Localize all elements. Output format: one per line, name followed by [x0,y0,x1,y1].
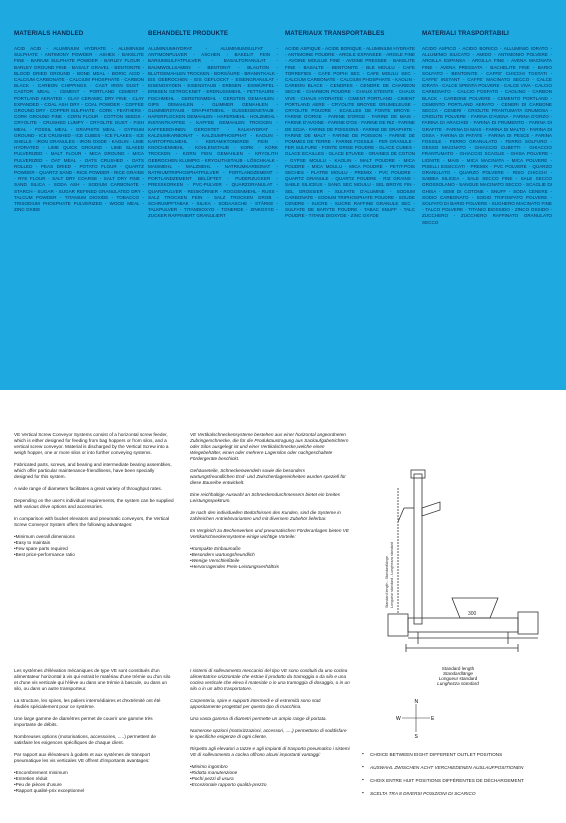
body-it-p5: Rispetto agli elevatori a tazze e agli impianti di trasporto pneumatico i sistemi VE di sollevamento a coclea offrono alcuni importanti vantaggi: [190,746,350,757]
compass [396,698,436,738]
bullet-item: • Easy to maintain [14,540,174,546]
bullet-item: • Besonders wartungsfreundlich [190,552,350,558]
materials-list-fr: ACIDE ASPIQUE - ACIDE BORIQUE - ALUMINIUM HYDRATE - ANTIMOINE POUDRE - ARGILE EXPANSEE - ARGILE FINE - AVOINE MOULUE FINE - AVOINE PRESSEE - BAKELITE FINE - BASALTE - BENTONITE - BLE MOULU - CAFE TORREFIES - CAFE POPHI SEC - CAFE MOULU SEC - CALCIUM CARBONATE - CALCIUM PHOSPHATE - KAOLIN - CARBON BLACK - CENDRES - CENDRE DE CHARBON SECHE - CHARBON POUDRE - CHAUX ETEINTE - CHAUX VIVE - CHAUX HYDRATEE - CIMENT PORTLAND - CIMENT PORTLAND AERE - CRYOLITE BROYEE GRUMELEUSE - CRYOLITE POUDRE - ECAILLES DE FONTE BROYE - FARINE D'ORGE - FARINE D'ORGE - FARINE DE MAIS - FARINE D'AVOINE - FARINE D'OS - FARINE DE RIZ - FARINE DE SOJA - FARINE DE POISSONS - FARINE DE GRAPHITE - FARINE DE MALT - FARINE DE POISSON - FARINE DE POMMES DE TERRE - FARINE FOSSILE - FER GRANULE - FER SULFURE - FONTE GRISE POUDRE - GLACE CUBES - GLACE ECAILLES - GLACE ETUVEE - GRAINES DE COTON - GYPSE MOULU - KAOLIN - MALT POUDRE - MICA POUDRE - MICA MOULU - MICA POUDRE - PETIT-POIS SECHES - PLATRE MOULU - PREMIX - PVC POUDRE - QUARTZ GRANULE - QUARTZ POUDRE - RIZ GRAINS - SABLE SILICEUX - SANG SEC MOULU - SEL BROYE FIN - SEL GROSSIER - SULFATE D'ALUMINE - SODIUM CARBONATE - SODIUM TRIPHOSPHATE POUDRE - SOUDE CENDRE - SUCRE - SUCRE RAFFINE GRANULE SEC - SULFATE DE BARYTE POUDRE - TABAC SNUFF - TALC POUDRE - TITANE DIOXYDE - ZINC OXYDE [285,46,415,219]
compass-svg [396,698,436,738]
materials-heading-de: BEHANDELTE PRODUKTE [148,30,229,37]
bullet-item: • Eccezionale rapporto qualità-prezzo [190,782,350,788]
option-en: ▪ CHOICE BETWEEN EIGHT DIFFERENT OUTLET POSITIONS [362,752,562,757]
body-fr-p3: Une large gamme de diamètres permet de couvrir une gamme très importante de débits. [14,716,153,727]
dim-value: 300 [468,611,477,617]
body-it-p1: I sistemi di sollevamento meccanici del tipo VE sono costituiti da uno coclea alimentatrice orizzontale che estrae il prodotto da tramoggia o da silo e una coclea verticale che eleva il materiale o in una tramoggia di dosaggio, o in un silo o in un altro trasportatore. [190,668,350,691]
bullet-item: • Kompakte Einbaumaße [190,546,350,552]
body-de-p3: Eine reichhaltige Auswahl an Schneckendurchmessern bietet ein breites Leistungsspektrum. [190,492,340,503]
vertical-length-label-1: Standard length - Standardlänge [385,556,389,608]
option-it: ▪ SCELTA TRA 8 DIVERSI POSIZIONI DI SCARICO [362,791,562,796]
conveyor-drawing-svg [348,468,560,668]
body-it [190,668,350,788]
materials-heading-fr: MATERIAUX TRANSPORTABLES [285,30,385,37]
body-fr-bullets [14,770,174,794]
bullet-item: • Few spare parts required [14,546,174,552]
body-en-bullets [14,534,174,558]
compass-w: W [396,716,401,722]
body-de [190,432,350,570]
materials-list-en: ACID ACID - ALUMINIUM HYDRATE - ALUMINIUM SULPHATE - ANTIMONY POWDER - ASHES - BAKELITE FINE - BARIUM SULPHATE POWDER - BARLEY FLOUR - BARLEY GROUND FINE - BASALT GRAVEL - BENTONITE - BLOOD DRIED GROUND - BONE MEAL - BORIC ACID - CALCIUM CARBONATE - CALCIUM PHOSPHATE - CARBON BLACK - CARBON CHIPPINGS - CAST IRON DUST - CASTOR MEAL - CEMENT - PORTLAND CEMENT - PORTLAND AERATED - CLAY CERAMIC DRY FINE - CLAY EXPANDED - COAL ASH DRY - COAL POWDER - COFFEE GROUND DRY - COPPER SULPHATE - CORK - FEATHERS - CORK GROUND FINE - CORN FLOUR - COTTON SEEDS - CRYOLITE - CRUSHED LUMPY - CRYOLITE DUST - FISH MEAL - FOSSIL MEAL - GRAPHITE MEAL - GYPSUM GROUND - ICE CRUSHED - ICE CUBES - ICE FLAKES - ICE SHELLS - IRON GRANULES - IRON OXIDE - KAOLIN - LIME HYDRATED - LIME QUICK GROUND - LIME SLAKED PULVERIZED - MALT FLOUR - MICA GROUND - MICA PULVERIZED - OAT MEAL - OATS CRUSHED - OATS ROLLED - PEAS DRIED - POTATO FLOUR - QUARTZ POWDER - QUARTZ SAND - RICE POWDER - RICE GRAINS - RYE FLOUR - SALT DRY COARSE - SALT DRY FINE - SAND SILICA - SODA ASH - SODIUM CARBONATE - STARCH - SUGAR - SUGAR REFINED GRANULATED DRY - TALCUM POWDER - TITANIUM DIOXIDE - TOBACCO - TRISODIUM PHOSPHATE PULVERIZED - WOOD MEAL - ZINC OXIDE [14,46,144,213]
body-en-p4: Depending on the user's individual requirements, the system can be supplied with various drive options and accessories. [14,498,174,509]
body-de-bullets [190,546,350,570]
body-fr-p5: Par rapport aux élévateurs à godets et aux systèmes de transport pneumatique les vis verticales VE offrent d'importants avantages: [14,752,151,763]
materials-list-de: ALUMINIUMHYDRAT - ALUMINIUMSULFAT - ANTIMONPULVER - ASCHEN - BAKELIT FEIN - BARIUMSULFATPULVER - BASALTGRANULAT - BAUMWOLLSAMEN - BENTONIT - BLAUTON - BLUTGEMAHLEN TROCKEN - BORSÄURE - BRANNTKALK - EIS GEBROCHEN - EIS GEFLOCKT - EISENGRANULAT - EISENOXYDEN - EISENSTAUB - ERBSEN - EISWÜRFEL - ERBSEN GETROCKNET - ERDNUSSMEHL - FETTSAURE - FISCHMEHL - GERSTENMEHL - GERSTEN GEMAHLEN - GIPS GEMAHLEN - GLIMMER GEMAHLEN - GLIMMERSTAUB - GRAPHITMEHL - GUSSEISENSTAUB - HAFERFLOCKEN GEMAHLEN - HAFERMEHL - HOLZMEHL - INSTANTKAFFEE - KAFFEE GEMAHLEN TROCKEN - KAFFEEBOHNEN GEROSTET - KALKHYDRAT - KALZIUMKARBONAT - KALZIUMPHOSPHAT - KAOLIN - KARTOFFELMEHL - KERAMIKTONERDE FEIN - KNOCHENMEHL - KOHLENSTAUB - KORK - KORK TROCKEN - KORN FEIN GEMAHLEN - KRYOLITH GEBROCHEN KLUMPIG - KRYOLITHSTAUB - LÖSCHKALK - MAISMEHL - MALZMEHL - NATRIUMKARBONAT - NATRIUMTRIPHOSPHATPULVER - PORTLANDZEMENT - PORTLANDZEMENT BELÜFTET - PUDERZUCKER - PRESSKORKEN - PVC-PULVER - QUARZGRANULAT - QUARZPULVER - REISKÖRNER - ROGGENMEHL - RUSS - SALZ TROCKEN FEIN - SALZ TROCKEN GROB - SCHRUMPFTABAK - SILIKA - SODAASCHE - STÄRKE - TALKPULVER - TITANDIOXYD - TONERDE - ZINKOXYD - ZUCKER RAFFINIERT GRANULIERT [148,46,278,219]
materials-panel [0,0,566,390]
feeder-motor [518,612,538,634]
option-de: ▪ AUSWAHL ZWISCHEN ACHT VERCHIEDENEN AUSLAUFPOSITIONEN [362,765,562,770]
body-it-bullets [190,764,350,788]
materials-column-it [422,30,552,226]
horizontal-length-label: Standard length [441,666,475,671]
outlet-spout [422,502,440,516]
body-fr-p1: Les systèmes d'élévation mécaniques de type VE sont constitués d'un alimentateur horizontal à vis qui extrait le matériau d'une trémie ou d'un silo et d'une vis verticale qui l'élève ou dans une trémie à bascule, ou dans un silo, ou dans un autre transporteur. [14,668,171,691]
materials-column-fr [285,30,415,220]
option-fr: ▪ CHOIX ENTRE HUIT POSITIONS DIFFÉRENTES DE DÉCHARGEMENT [362,778,562,783]
body-it-p4: Numerose opzioni (motorizzazioni, accessori, .....) permettono di soddisfare le specifiche esigenze di ogni cliente. [190,728,347,739]
body-en [14,432,174,558]
horizontal-length-labels [418,666,498,686]
body-en-p2: Fabricated parts, screws, and bearing and intermediate bearing assemblies, which offer particular maintenance-friendliness, have been specially designed for this system. [14,462,172,479]
bullet-item: • Encombrement minimum [14,770,174,776]
bullet-item: • Rapport qualité-prix exceptionnel [14,788,174,794]
bullet-item: • Peu de pièces d'usure [14,782,174,788]
bullet-item: • Pochi pezzi di usura [190,776,350,782]
bullet-item: • Best price-performance ratio [14,552,174,558]
horizontal-length-label: Longueur standard [438,676,478,681]
body-fr-p2: La structure, les spires, les paliers intermédiaires et d'extrémité ont été étudiés spécialement pour ce système. [14,698,161,709]
conveyor-drawing [348,468,560,668]
outlet-options [362,752,562,804]
bullet-item: • Wenige Verschleißteile [190,558,350,564]
body-it-p3: Una vasta gamma di diametri permette un ampio range di portata. [190,716,327,721]
body-en-p3: A wide range of diameters facilitates a great variety of throughput rates. [14,486,162,491]
bullet-item: • Ridotta manutenzione [190,770,350,776]
bullet-item: • Minimo ingombro [190,764,350,770]
body-fr [14,668,174,794]
compass-e: E [431,716,435,722]
body-en-p5: In comparison with bucket elevators and pneumatic conveyors, the Vertical Screw Conveyor System offers the following advantages: [14,516,170,527]
materials-column-de [148,30,278,220]
body-de-p5: Im Vergleich zu Becherwerken und pneumatischen Förderanlagen bieten VE Vertikalschneckensysteme einige wichtige Vorteile: [190,528,350,539]
vertical-motor [388,614,408,636]
materials-list-it: ACIDO ASPICO - ACIDO BORICO - ALLUMINIO IDRATO - ALLUMINIO SILICATO - AMIDO - ANTIMONIO POLVERE - ARGILLA ESPANSA - ARGILLA FINE - AVENA MACINATA FINE - AVENA PRESSATA - BACHELITE FINE - BARIO SOLFATO - BENTONITE - CAFFE' CHICCHI TOSTATI - CAFFE' INSTANT - CAFFE' MACINATO SECCO - CALCE IDRATA - CALCE SPENTA POLVERE - CALCE VIVA - CALCIO CARBONATO - CALCIO FOSFATO - CAOLINO - CARBON BLACK - CARBONE POLVERE - CEMENTO PORTLAND - CEMENTO PORTLAND AERATO - CENERI DI CARBONE SECCA - CENERI - CRIOLITE FRANTUMATA GRUMOSA - CRIOLITE POLVERE - FARINA D'AVENA - FARINA D'ORZO - FARINA DI ARACHIDI - FARINA DI FRUMENTO - FARINA DI GRAFITE - FARINA DI MAIS - FARINA DI MALTO - FARINA DI OSSA - FARINA DI PATATE - FARINA DI PESCE - FARINA FOSSILE - FERRO GRANULATO - FERRO SOLFURO - GESSO MACINATO - GHIACCIO CUBETTI - GHIACCIO FRANTUMATO - GHIACCIO SCAGLIE - GHISA POLVERE - LIGNITE - MAIS - MICA MACINATA - MICA POLVERE - PISELLI ESSICCATI - PREMIX - PVC POLVERE - QUARZO GRANULATO - QUARZO POLVERE - RISO CHICCHI - SABBIA SILICEA - SALE SECCO FINE - SALE SECCO GROSSOLANO - SANGUE MACINATO SECCO - SCAGLIE DI GHISA - SEMI DI COTONE - SNUFF - SODA CENERE - SODIO CARBONATO - SODIO TRIFOSFATO POLVERE - SOLFATO DI BARIO POLVERE - SUGHERO MACINATO FINE - TALCO POLVERE - TITANIO BIOSSIDO - ZINCO OSSIDO - ZUCCHERO - ZUCCHERO RAFFINATO GRANULATO SECCO [422,46,552,225]
body-de-p2: Gehäuseteile, Schneckenwendeln sowie die besonders wartungsfreundlichen End- und Zwischenlagereinheiten wurden speziell für diese Baureihe entwickelt. [190,468,346,485]
horizontal-length-label: Lunghezza standard [437,681,479,686]
materials-column-en [14,30,144,213]
body-en-p1: VE Vertical Screw Conveyor Systems consist of a horizontal screw feeder, which is either designed for feeding from bag hoppers or from silos, and a vertical screw conveyor. Material is discharged by the Vertical Screw into a weigh hopper, one or more silos or into further conveying systems. [14,432,169,455]
bullet-item: • Hervorragendes Preis-Leistungsverhältnis [190,564,350,570]
vertical-length-label-2: Longueur standard - Lunghezza standard [390,542,394,608]
body-it-p2: Carpenteria, spire e supporti intermedi e di estremità sono stati appositamente progettati per questo tipo di macchina. [190,698,321,709]
materials-heading-en: MATERIALS HANDLED [14,30,84,37]
materials-heading-it: MATERIALI TRASPORTABILI [422,30,509,37]
vertical-screw-tube [414,474,422,624]
body-de-p4: Je nach den individuellen Bedürfnissen des Kunden, sind die Systeme in zahlreichen Antriebsvarianten und mit diversem Zubehör lieferbar. [190,510,341,521]
body-de-p1: VE Vertikalschneckensysteme bestehen aus einer horizontal angeordneten Zubringerschnecke, die für die Produktaustragung aus Sackaufgabetrichtern oder Silos ausgelegt ist und einer Vertikalschnecke,welche einen Wiegebehälter, einen oder mehrere Lagersilos oder nachgeschaltete Fördergeräte beschickt. [190,432,349,461]
body-fr-p4: Nombreuses options (motorisations, accessoires, .....) permettent de satisfaire les exigences spécifiques de chaque client. [14,734,156,745]
compass-s: S [414,734,418,738]
horizontal-length-label: Standardlänge [443,671,473,676]
horizontal-feeder [408,618,518,632]
bullet-item: • Minimum overall dimensions [14,534,174,540]
bullet-item: • Entretien réduit [14,776,174,782]
compass-n: N [414,699,419,705]
